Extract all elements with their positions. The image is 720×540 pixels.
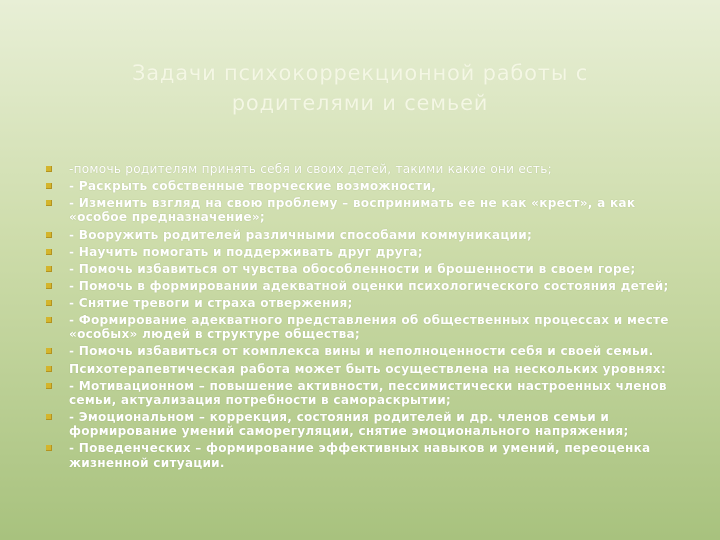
square-bullet-icon	[46, 232, 52, 238]
list-item-text: - Мотивационном – повышение активности, пессимистически настроенных членов семьи, актуализация потребности в самораскрытии;	[69, 378, 667, 407]
list-item-text: - Поведенческих – формирование эффективных навыков и умений, переоценка жизненной ситуации.	[69, 441, 651, 470]
list-item-text: - Эмоциональном – коррекция, состояния родителей и др. членов семьи и формирование умений саморегуляции, снятие эмоционального напряжения;	[69, 410, 629, 439]
list-item	[44, 279, 684, 293]
square-bullet-icon	[46, 249, 52, 255]
square-bullet-icon	[46, 366, 52, 372]
list-item-text: - Научить помогать и поддерживать друг друга;	[69, 244, 423, 259]
square-bullet-icon	[46, 445, 52, 451]
list-item-text: - Вооружить родителей различными способами коммуникации;	[69, 227, 533, 242]
list-item-text: - Изменить взгляд на свою проблему – воспринимать ее не как «крест», а как «особое предназначение»;	[69, 196, 636, 225]
list-item	[44, 313, 684, 342]
list-item-text: - Помочь избавиться от комплекса вины и неполноценности себя и своей семьи.	[69, 344, 654, 359]
list-item-text: - Помочь в формировании адекватной оценки психологического состояния детей;	[69, 278, 669, 293]
slide-title-line-2: родителями и семьей	[231, 91, 489, 115]
square-bullet-icon	[46, 283, 52, 289]
list-item-text: Психотерапевтическая работа может быть осуществлена на нескольких уровнях:	[69, 361, 666, 376]
list-item	[44, 344, 684, 358]
square-bullet-icon	[46, 317, 52, 323]
square-bullet-icon	[46, 266, 52, 272]
slide-title	[60, 58, 660, 118]
square-bullet-icon	[46, 200, 52, 206]
square-bullet-icon	[46, 414, 52, 420]
list-item	[44, 179, 684, 193]
list-item	[44, 410, 684, 439]
list-item	[44, 262, 684, 276]
list-item	[44, 162, 684, 176]
list-item	[44, 196, 684, 225]
list-item	[44, 228, 684, 242]
square-bullet-icon	[46, 166, 52, 172]
square-bullet-icon	[46, 348, 52, 354]
list-item	[44, 245, 684, 259]
list-item-text: - Формирование адекватного представления об общественных процессах и месте «особых» людей в структуре общества;	[69, 313, 669, 342]
list-item	[44, 379, 684, 408]
square-bullet-icon	[46, 300, 52, 306]
list-item	[44, 362, 684, 376]
square-bullet-icon	[46, 383, 52, 389]
square-bullet-icon	[46, 183, 52, 189]
bullet-list	[44, 162, 684, 473]
list-item-text: - Помочь избавиться от чувства обособленности и брошенности в своем горе;	[69, 261, 636, 276]
list-item-text: -помочь родителям принять себя и своих детей, такими какие они есть;	[69, 162, 552, 176]
list-item	[44, 296, 684, 310]
list-item-text: - Снятие тревоги и страха отвержения;	[69, 295, 353, 310]
list-item-text: - Раскрыть собственные творческие возможности,	[69, 179, 437, 194]
list-item	[44, 441, 684, 470]
slide-title-line-1: Задачи психокоррекционной работы с	[131, 61, 589, 85]
